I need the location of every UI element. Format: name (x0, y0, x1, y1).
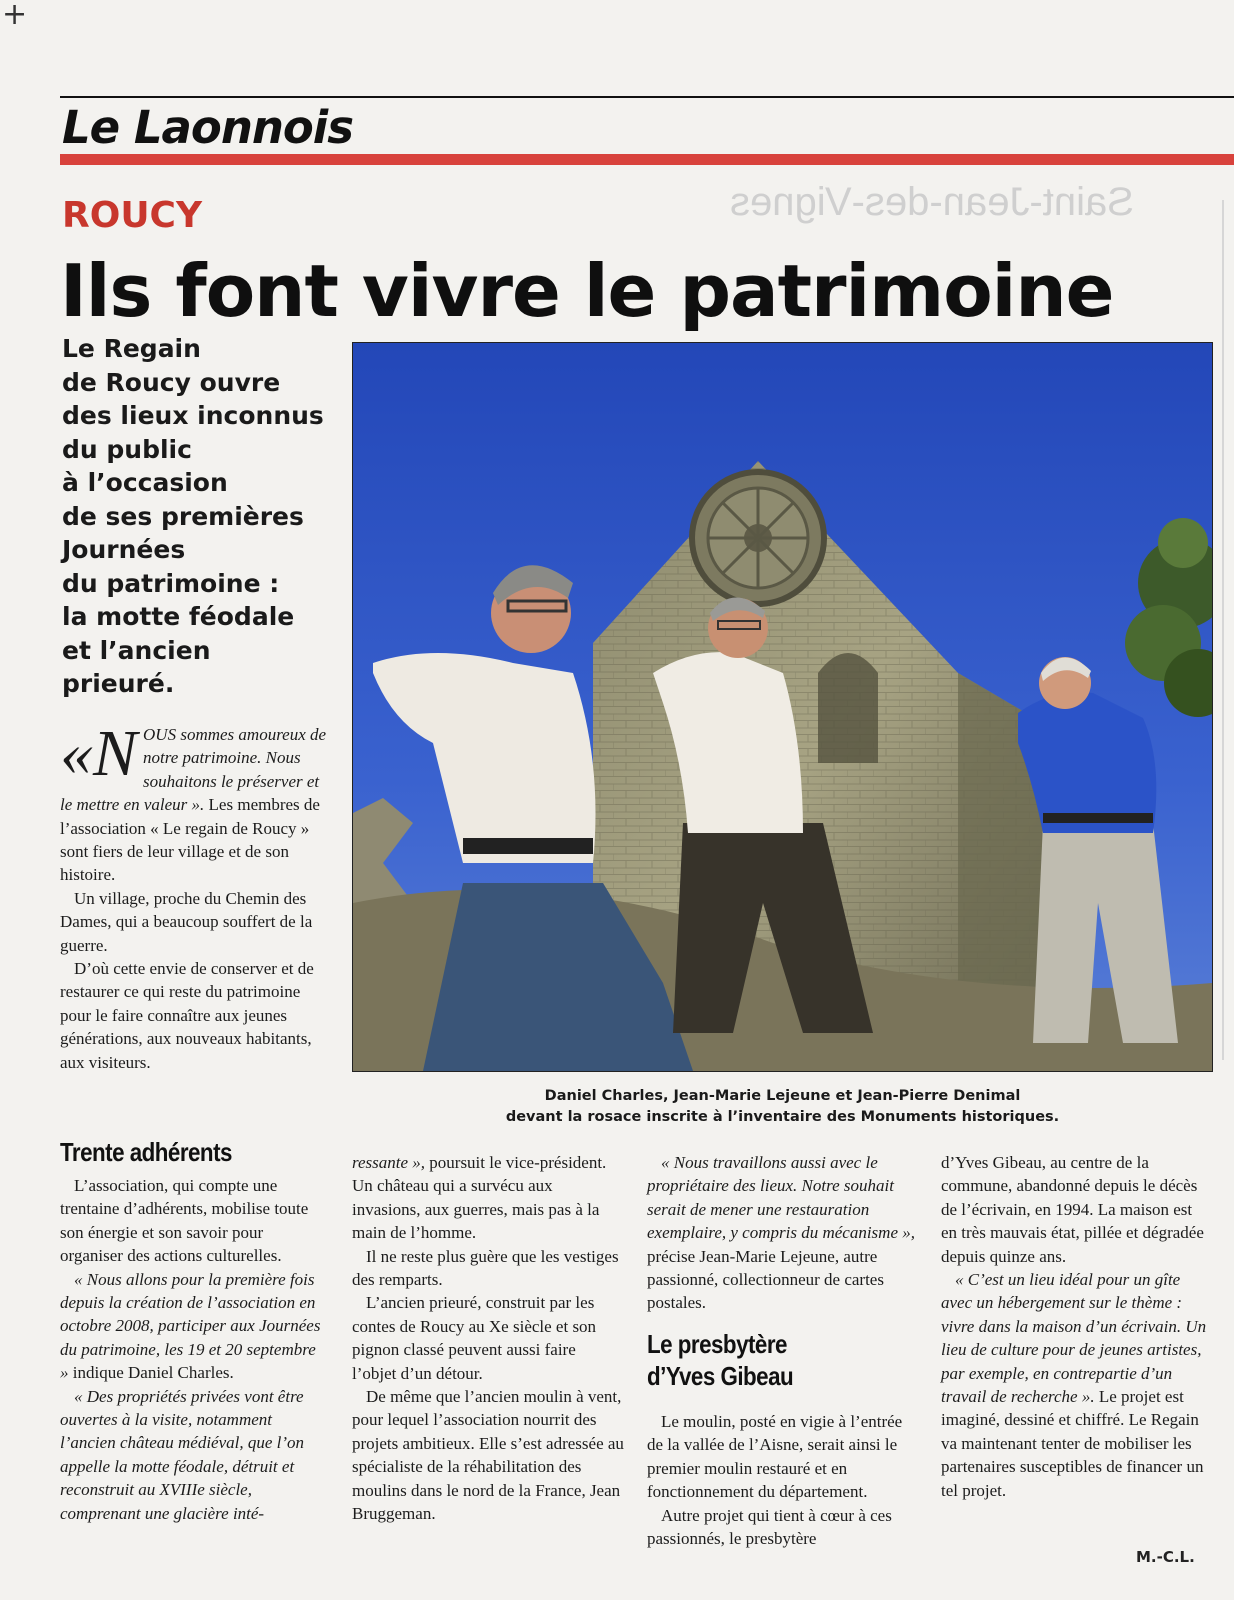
article-kicker: ROUCY (62, 195, 203, 236)
paragraph: Autre projet qui tient à cœur à ces passionnés, le presbytère (647, 1505, 892, 1549)
paragraph: L’association, qui compte une trentaine d’adhérents, mobilise toute son énergie et son savoir pour organiser des actions culturelles. (60, 1176, 309, 1266)
article-lead (62, 332, 342, 701)
lead-line: de Roucy ouvre (62, 367, 281, 397)
arched-window (818, 653, 878, 763)
lead-line: Journées (62, 535, 186, 564)
subheading-presbytere: Le presbytère d’Yves Gibeau (647, 1329, 794, 1391)
paragraph: Un village, proche du Chemin des Dames, qui a beaucoup souffert de la guerre. (60, 888, 313, 955)
paragraph: ressante », poursuit le vice-président. Un château qui a survécu aux invasions, aux guerres, mais pas à la main de l’homme. (352, 1153, 607, 1243)
lead-line: de ses premières (62, 501, 304, 531)
caption-line-1: Daniel Charles, Jean-Marie Lejeune et Jean-Pierre Denimal (544, 1088, 1021, 1104)
lead-line: des lieux inconnus (62, 401, 324, 430)
drop-cap: «N (60, 717, 138, 790)
lead-line: du patrimoine : (62, 568, 280, 598)
author-signature: M.-C.L. (1136, 1548, 1195, 1566)
section-title: Le Laonnois (62, 101, 354, 154)
paragraph: « Nous allons pour la première fois depuis la création de l’association en octobre 2008, participer aux Journées du patrimoine, les 19 et 20 septembre » indique Daniel Charles. (60, 1269, 321, 1383)
paragraph: Le moulin, posté en vigie à l’entrée de la vallée de l’Aisne, serait ainsi le premier moulin restauré et en fonctionnement du département. (647, 1412, 903, 1502)
lead-line: à l’occasion (62, 468, 228, 497)
lead-line: et l’ancien (62, 635, 211, 665)
rose-window (692, 472, 824, 604)
paragraph: « Des propriétés privées vont être ouvertes à la visite, notamment l’ancien château médiéval, que l’on appelle la motte féodale, détruit et reconstruit au XVIIIe siècle, comprenant une glacière inté- (60, 1386, 305, 1523)
body-column-1-bottom (60, 1174, 328, 1525)
top-rule (60, 96, 1234, 98)
photo-caption (352, 1086, 1213, 1128)
lead-line: prieuré. (62, 669, 175, 698)
paragraph: De même que l’ancien moulin à vent, pour lequel l’association nourrit des projets ambitieux. Elle s’est adressée au spécialiste de la réhabilitation des moulins dans le nord de la France, Jean Bruggeman. (352, 1387, 624, 1524)
paragraph: « C’est un lieu idéal pour un gîte avec un hébergement sur le thème : vivre dans la maison d’un écrivain. Un lieu de culture pour de jeunes artistes, par exemple, en contrepartie d’un travail de recherche ». Le projet est imaginé, dessiné et chiffré. Le Regain va maintenant tenter de mobiliser les partenaires susceptibles de financer un tel projet. (941, 1270, 1207, 1500)
paragraph: «NOUS sommes amoureux de notre patrimoine. Nous souhaitons le préserver et le mettre en valeur ». Les membres de l’association « Le regain de Roucy » sont fiers de leur village et de son histoire. (60, 717, 327, 885)
caption-line-2: devant la rosace inscrite à l’inventaire des Monuments historiques. (505, 1109, 1060, 1125)
photo-illustration (353, 343, 1212, 1071)
section-red-rule (60, 154, 1234, 165)
paragraph: d’Yves Gibeau, au centre de la commune, abandonné depuis le décès de l’écrivain, en 1994. La maison est en très mauvais état, pillée et dégradée depuis quinze ans. (941, 1153, 1204, 1266)
article-headline: Ils font vivre le patrimoine (60, 249, 1114, 333)
lead-line: Le Regain (62, 334, 201, 363)
bleed-through-text: Saint-Jean-des-Vignes (730, 180, 1134, 224)
subheading-adherents: Trente adhérents (60, 1137, 232, 1167)
body-column-2 (352, 1151, 624, 1526)
body-column-4 (941, 1151, 1211, 1502)
article-photo (352, 342, 1213, 1072)
body-column-1-top (60, 717, 328, 1074)
body-column-3-top (647, 1151, 915, 1315)
body-column-3-bottom (647, 1410, 915, 1550)
paragraph: Il ne reste plus guère que les vestiges des remparts. (352, 1246, 619, 1290)
paragraph: L’ancien prieuré, construit par les contes de Roucy au Xe siècle et son pignon classé peuvent aussi faire l’objet d’un détour. (352, 1293, 597, 1383)
paragraph: D’où cette envie de conserver et de restaurer ce qui reste du patrimoine pour le faire connaître aux jeunes générations, aux nouveaux habitants, aux visiteurs. (60, 959, 314, 1072)
bleed-through-rule (1222, 200, 1224, 1060)
lead-line: du public (62, 434, 192, 464)
lead-line: la motte féodale (62, 602, 295, 631)
paragraph: « Nous travaillons aussi avec le propriétaire des lieux. Notre souhait serait de mener une restauration exemplaire, y compris du mécanisme », précise Jean-Marie Lejeune, autre passionné, collectionneur de cartes postales. (647, 1153, 915, 1313)
registration-mark: + (2, 0, 28, 32)
